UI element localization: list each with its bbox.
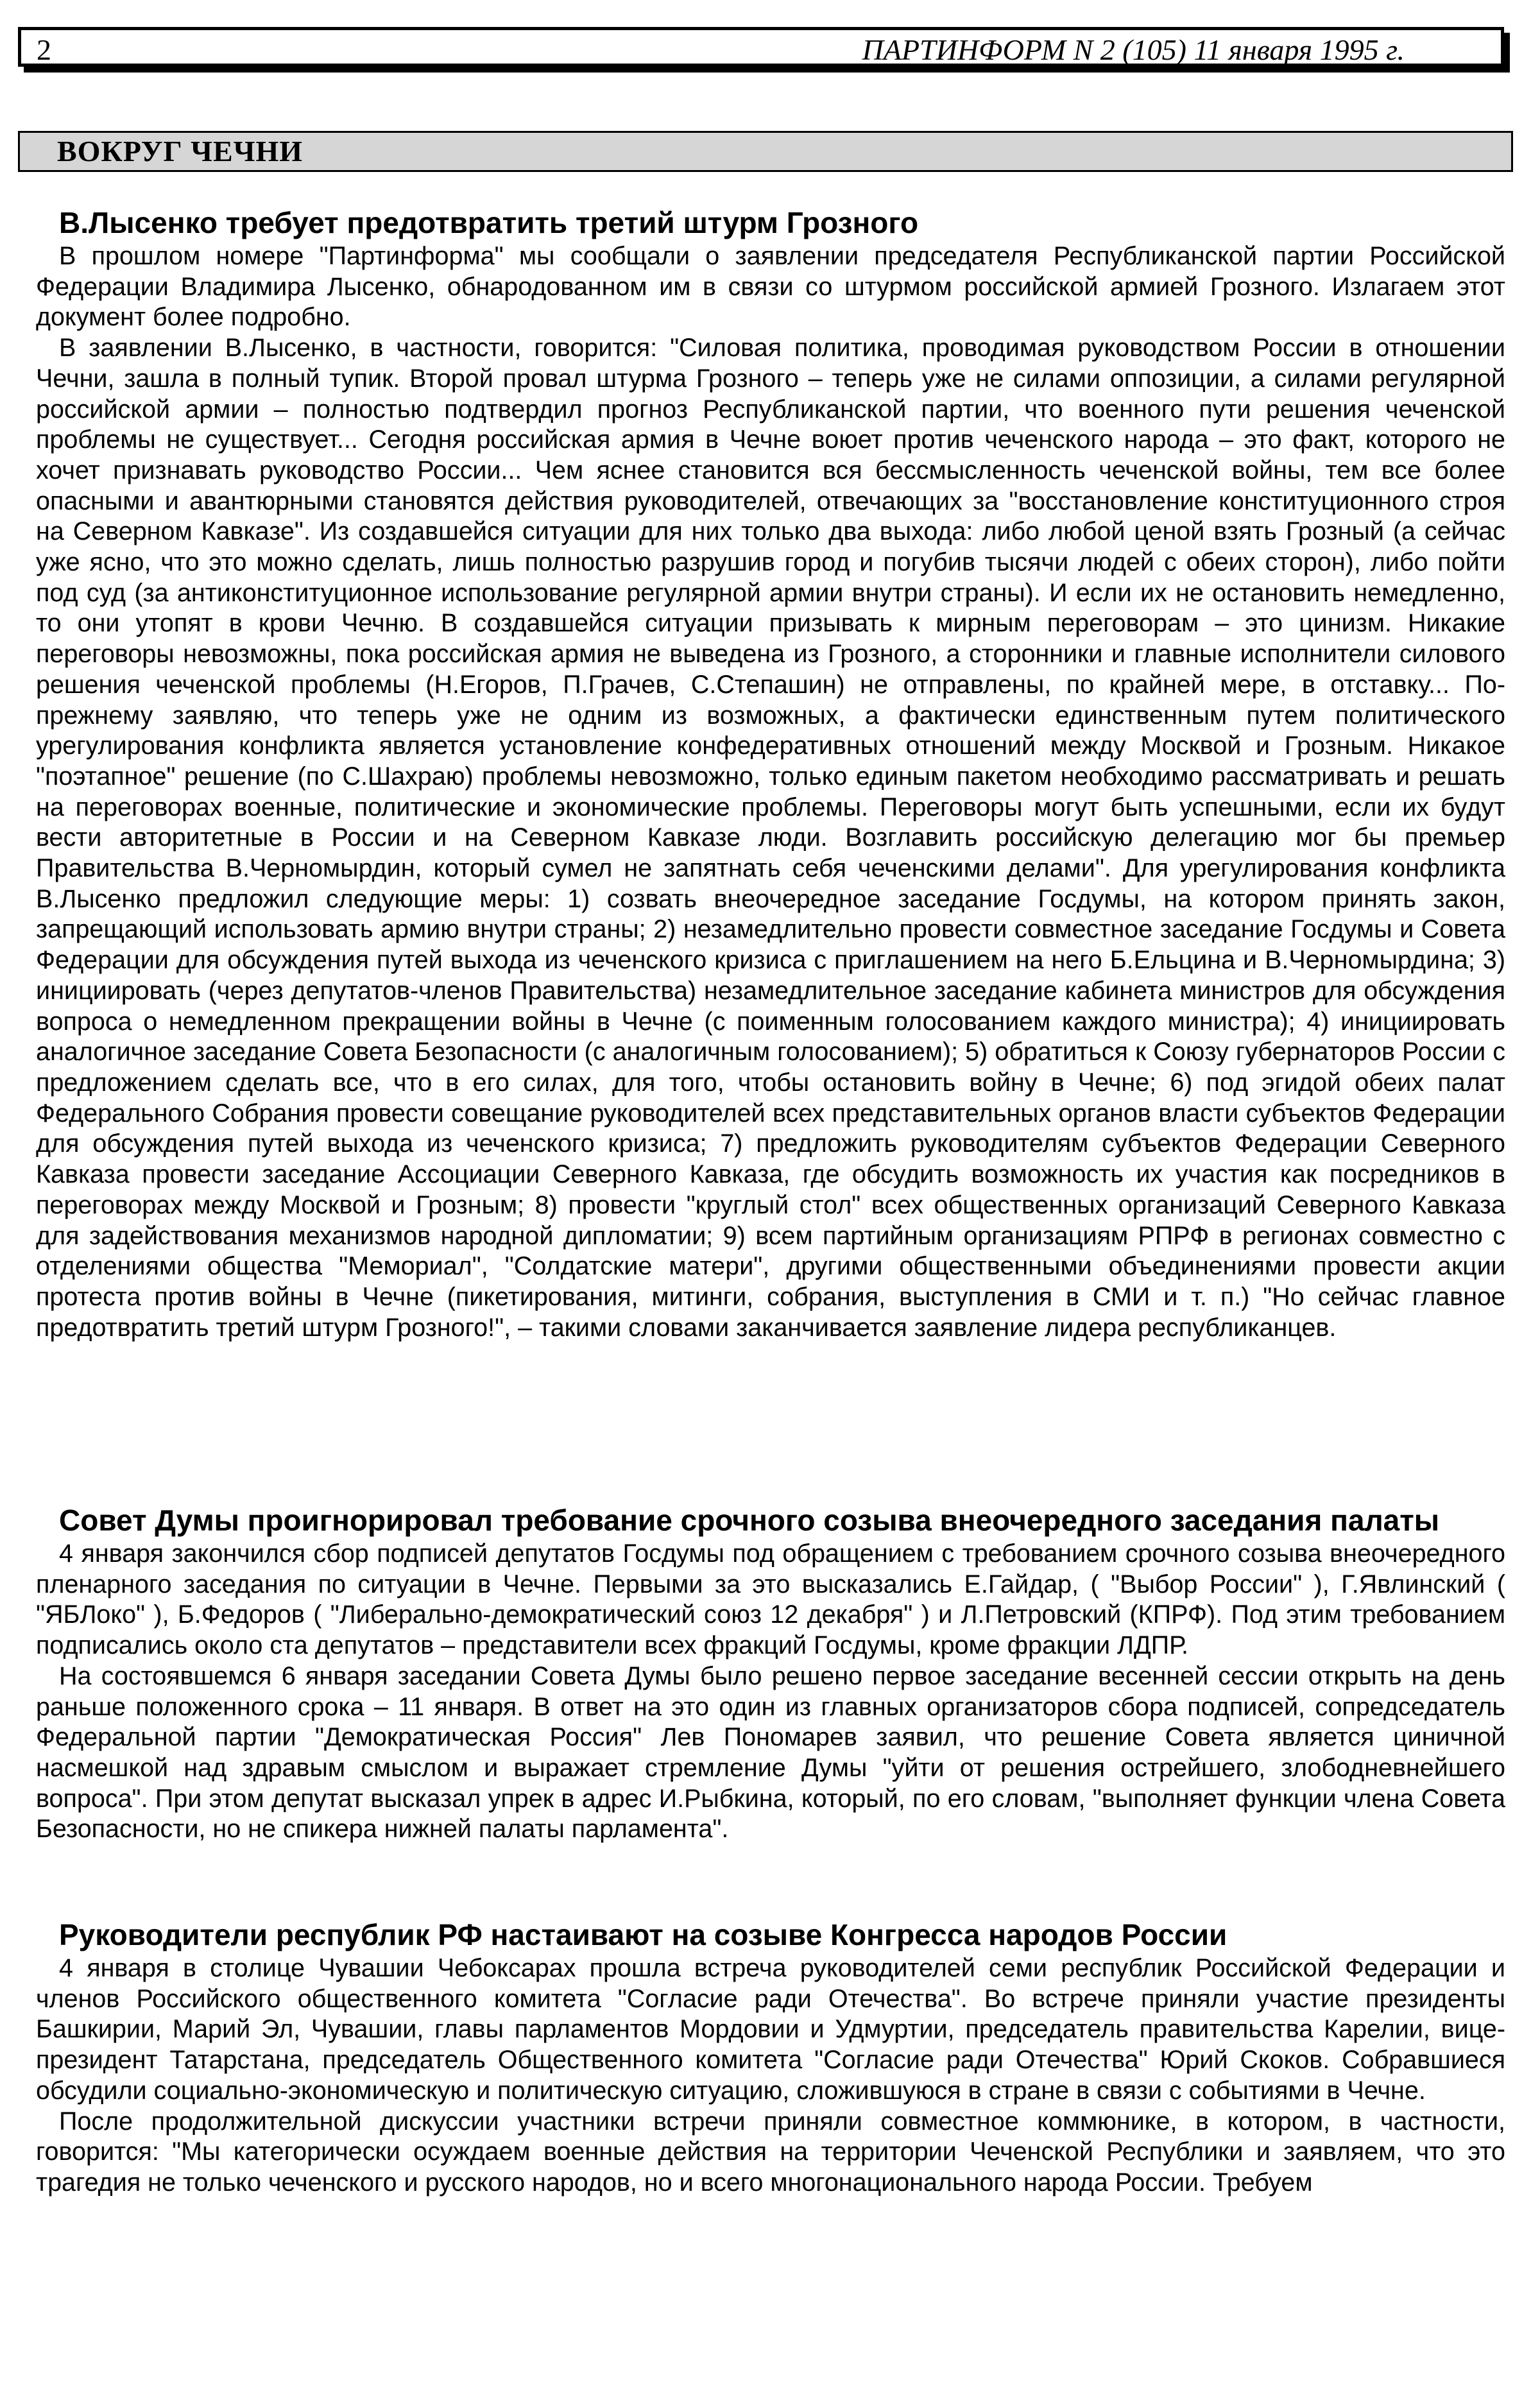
article-headline: Совет Думы проигнорировал требование срочного созыва внеочередного заседания палаты bbox=[59, 1504, 1440, 1537]
article-paragraph: 4 января закончился сбор подписей депутатов Госдумы под обращением с требованием срочного созыва внеочередного пленарного заседания по ситуации в Чечне. Первыми за это высказались Е.Гайдар, ( "Выбор России" ), Г.Явлинский ( "ЯБЛоко" ), Б.Федоров ( "Либерально-демократический союз 12 декабря" ) и Л.Петровский (КПРФ). Под этим требованием подписались около ста депутатов – представители всех фракций Госдумы, кроме фракции ЛДПР. bbox=[36, 1539, 1505, 1660]
page-header bbox=[18, 27, 1504, 67]
article-paragraph: В заявлении В.Лысенко, в частности, говорится: "Силовая политика, проводимая руководством России в отношении Чечни, зашла в полный тупик. Второй провал штурма Грозного – теперь уже не силами оппозиции, а силами регулярной российской армии – полностью подтвердил прогноз Республиканской партии, что военного пути решения чеченской проблемы не существует... Сегодня российская армия в Чечне воюет против чеченского народа – это факт, которого не хочет признавать руководство России... Чем яснее становится вся бессмысленность чеченской войны, тем все более опасными и авантюрными становятся действия руководителей, отвечающих за "восстановление конституционного строя на Северном Кавказе". Из создавшейся ситуации для них только два выхода: либо любой ценой взять Грозный (а сейчас уже ясно, что это можно сделать, лишь полностью разрушив город и погубив тысячи людей с обеих сторон), либо пойти под суд (за антиконституционное использование регулярной армии внутри страны). И если их не остановить немедленно, то они утопят в крови Чечню. В создавшейся ситуации призывать к мирным переговорам – это цинизм. Никакие переговоры невозможны, пока российская армия не выведена из Грозного, а сторонники и главные исполнители силового решения чеченской проблемы (Н.Егоров, П.Грачев, С.Степашин) не отправлены, по крайней мере, в отставку... По-прежнему заявляю, что теперь уже не одним из возможных, а фактически единственным путем политического урегулирования конфликта является установление конфедеративных отношений между Москвой и Грозным. Никакое "поэтапное" решение (по С.Шахраю) проблемы невозможно, только единым пакетом необходимо рассматривать и решать на переговорах военные, политические и экономические проблемы. Переговоры могут быть успешными, если их будут вести авторитетные в России и на Северном Кавказе люди. Возглавить российскую делегацию мог бы премьер Правительства В.Черномырдин, который сумел не запятнать себя чеченскими делами". Для урегулирования конфликта В.Лысенко предложил следующие меры: 1) созвать внеочередное заседание Госдумы, на котором принять закон, запрещающий использовать армию внутри страны; 2) незамедлительно провести совместное заседание Госдумы и Совета Федерации для обсуждения путей выхода из чеченского кризиса с приглашением на него Б.Ельцина и В.Черномырдина; 3) инициировать (через депутатов-членов Правительства) незамедлительное заседание кабинета министров для обсуждения вопроса о немедленном прекращении войны в Чечне (с поименным голосованием каждого министра); 4) инициировать аналогичное заседание Совета Безопасности (с аналогичным голосованием); 5) обратиться к Союзу губернаторов России с предложением сделать все, что в его силах, для того, чтобы остановить войну в Чечне; 6) под эгидой обеих палат Федерального Собрания провести совещание руководителей всех представительных органов власти субъектов Федерации для обсуждения путей выхода из чеченского кризиса; 7) предложить руководителям субъектов Федерации Северного Кавказа провести заседание Ассоциации Северного Кавказа, где обсудить возможность их участия как посредников в переговорах между Москвой и Грозным; 8) провести "круглый стол" всех общественных организаций Северного Кавказа для задействования механизмов народной дипломатии; 9) всем партийным организациям РПРФ в регионах совместно с отделениями общества "Мемориал", "Солдатские матери", другими общественными объединениями провести акции протеста против войны в Чечне (пикетирования, митинги, собрания, выступления в СМИ и т. п.) "Но сейчас главное предотвратить третий штурм Грозного!", – такими словами заканчивается заявление лидера республиканцев. bbox=[36, 334, 1505, 1342]
article-republic-leaders bbox=[36, 1916, 1505, 2198]
article-lysenko bbox=[36, 204, 1505, 1343]
section-title: ВОКРУГ ЧЕЧНИ bbox=[57, 135, 304, 167]
article-paragraph: В прошлом номере "Партинформа" мы сообщали о заявлении председателя Республиканской партии Российской Федерации Владимира Лысенко, обнародованном им в связи со штурмом российской армией Грозного. Излагаем этот документ более подробно. bbox=[36, 242, 1505, 332]
issue-line: ПАРТИНФОРМ N 2 (105) 11 января 1995 г. bbox=[862, 33, 1405, 66]
article-paragraph: 4 января в столице Чувашии Чебоксарах прошла встреча руководителей семи республик Российской Федерации и членов Российского общественного комитета "Согласие ради Отечества". Во встрече приняли участие президенты Башкирии, Марий Эл, Чувашии, главы парламентов Мордовии и Удмуртии, председатель правительства Карелии, вице-президент Татарстана, председатель Общественного комитета "Согласие ради Отечества" Юрий Скоков. Собравшиеся обсудили социально-экономическую и политическую ситуацию, сложившуюся в стране в связи с событиями в Чечне. bbox=[36, 1954, 1505, 2105]
page-number: 2 bbox=[37, 33, 51, 66]
article-paragraph: На состоявшемся 6 января заседании Совета Думы было решено первое заседание весенней сессии открыть на день раньше положенного срока – 11 января. В ответ на это один из главных организаторов сбора подписей, сопредседатель Федеральной партии "Демократическая Россия" Лев Пономарев заявил, что решение Совета является циничной насмешкой над здравым смыслом и выражает стремление Думы "уйти от решения острейшего, злободневнейшего вопроса". При этом депутат высказал упрек в адрес И.Рыбкина, который, по его словам, "выполняет функции члена Совета Безопасности, но не спикера нижней палаты парламента". bbox=[36, 1661, 1505, 1844]
article-headline: Руководители республик РФ настаивают на созыве Конгресса народов России bbox=[59, 1918, 1228, 1951]
article-duma-council bbox=[36, 1502, 1505, 1845]
section-bar bbox=[18, 131, 1513, 172]
article-headline: В.Лысенко требует предотвратить третий штурм Грозного bbox=[59, 206, 919, 239]
article-paragraph: После продолжительной дискуссии участники встречи приняли совместное коммюнике, в котором, в частности, говорится: "Мы категорически осуждаем военные действия на территории Чеченской Республики и заявляем, что это трагедия не только чеченского и русского народов, но и всего многонационального народа России. Требуем bbox=[36, 2107, 1505, 2197]
